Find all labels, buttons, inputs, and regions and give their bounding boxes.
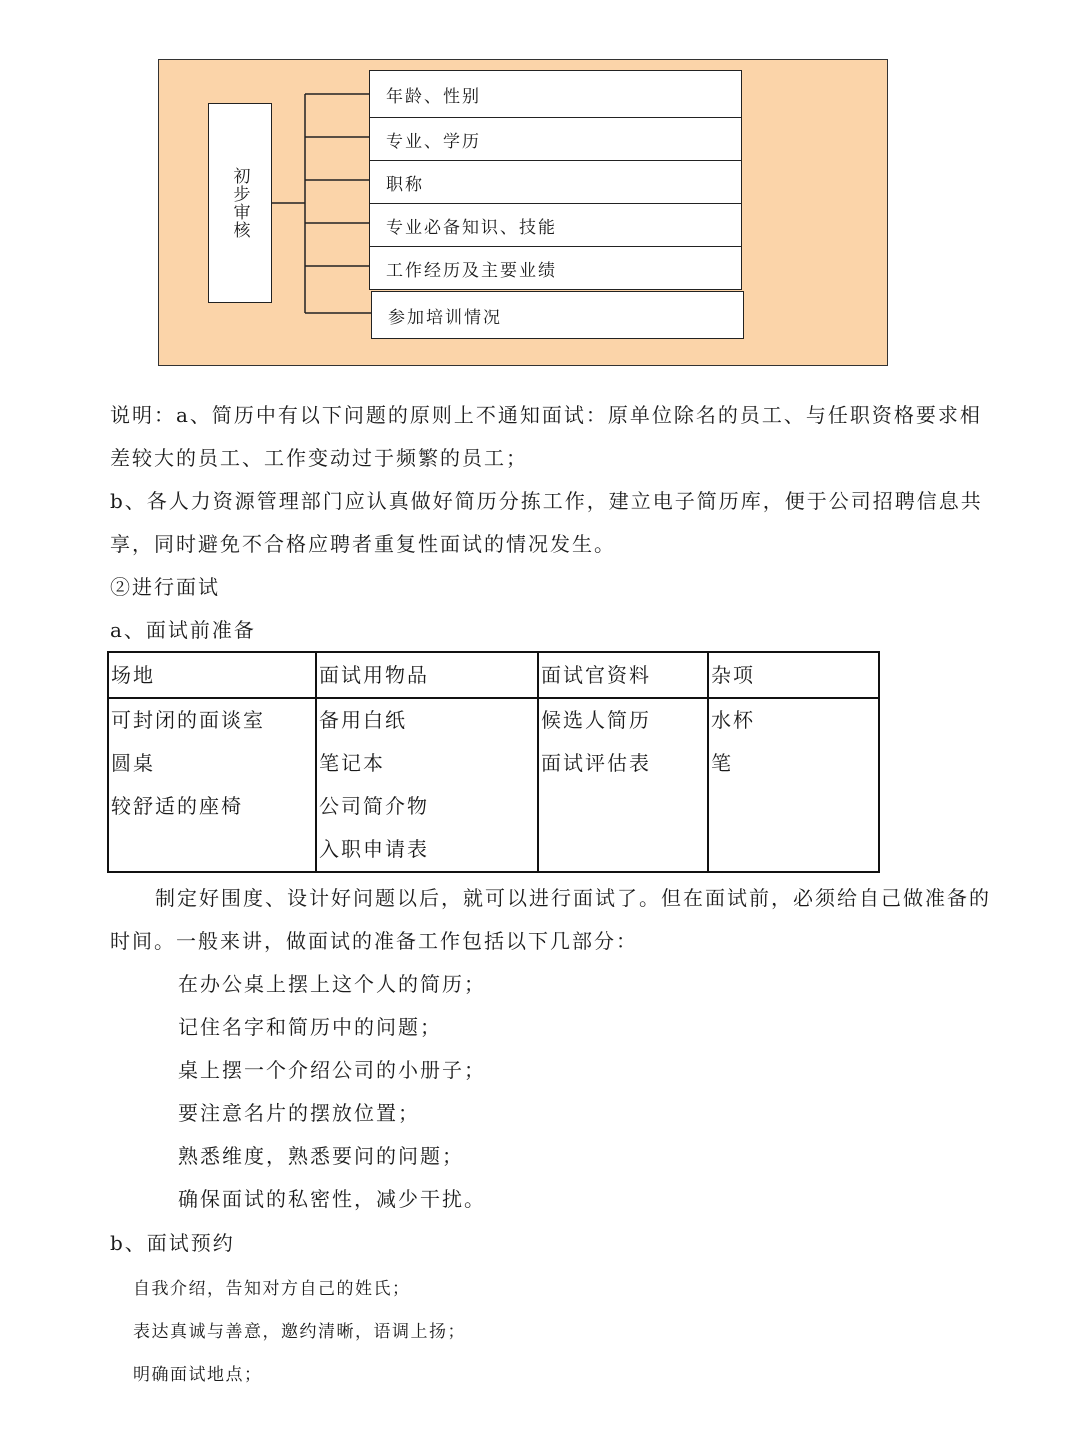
prep-item: 记住名字和简历中的问题；: [178, 1015, 442, 1039]
booking-item: 自我介绍，告知对方自己的姓氏；: [133, 1279, 411, 1299]
cell-interviewer-materials: [538, 698, 708, 872]
prep-item: 桌上摆一个介绍公司的小册子；: [178, 1058, 486, 1082]
section-heading: ②进行面试: [110, 575, 220, 599]
booking-item: 表达真诚与善意，邀约清晰，语调上扬；: [133, 1322, 466, 1342]
cell-item: 较舒适的座椅: [111, 794, 243, 818]
subsection-heading: b、面试预约: [110, 1231, 235, 1255]
item-title: 职称: [369, 160, 742, 204]
note-line: 说明：a、简历中有以下问题的原则上不通知面试：原单位除名的员工、与任职资格要求相: [110, 403, 982, 427]
cell-supplies: [316, 698, 538, 872]
table-row: [108, 698, 879, 872]
cell-item: 面试评估表: [541, 751, 651, 775]
cell-item: 备用白纸: [319, 708, 407, 732]
item-age-gender: 年龄、性别: [369, 70, 742, 118]
item-major-education: 专业、学历: [369, 117, 742, 161]
subsection-heading: a、面试前准备: [110, 618, 256, 642]
table-header-row: [108, 652, 879, 698]
note-line: 享，同时避免不合格应聘者重复性面试的情况发生。: [110, 532, 616, 556]
note-line: b、各人力资源管理部门应认真做好简历分拣工作，建立电子简历库，便于公司招聘信息共: [110, 489, 983, 513]
cell-item: 笔: [711, 751, 733, 775]
cell-item: 笔记本: [319, 751, 385, 775]
item-work-experience: 工作经历及主要业绩: [369, 246, 742, 290]
note-line: 差较大的员工、工作变动过于频繁的员工；: [110, 446, 528, 470]
header-misc: 杂项: [708, 652, 879, 698]
cell-item: 水杯: [711, 708, 755, 732]
preparation-table: [107, 651, 880, 873]
root-label: 初步审核: [229, 167, 250, 239]
item-knowledge-skills: 专业必备知识、技能: [369, 203, 742, 247]
item-training: 参加培训情况: [371, 291, 744, 339]
cell-venue: [108, 698, 316, 872]
header-interviewer-materials: 面试官资料: [538, 652, 708, 698]
booking-item: 明确面试地点；: [133, 1365, 263, 1385]
paragraph-line: 制定好围度、设计好问题以后，就可以进行面试了。但在面试前，必须给自己做准备的: [155, 886, 991, 910]
cell-misc: [708, 698, 879, 872]
cell-item: 入职申请表: [319, 837, 429, 861]
prep-item: 要注意名片的摆放位置；: [178, 1101, 420, 1125]
cell-item: 圆桌: [111, 751, 155, 775]
header-venue: 场地: [108, 652, 316, 698]
cell-item: 公司简介物: [319, 794, 429, 818]
review-diagram: [158, 59, 888, 366]
cell-item: 可封闭的面谈室: [111, 708, 265, 732]
prep-item: 确保面试的私密性，减少干扰。: [178, 1187, 486, 1211]
prep-item: 在办公桌上摆上这个人的简历；: [178, 972, 486, 996]
paragraph-line: 时间。一般来讲，做面试的准备工作包括以下几部分：: [110, 929, 638, 953]
root-node: [208, 103, 272, 303]
header-supplies: 面试用物品: [316, 652, 538, 698]
prep-item: 熟悉维度，熟悉要问的问题；: [178, 1144, 464, 1168]
cell-item: 候选人简历: [541, 708, 651, 732]
